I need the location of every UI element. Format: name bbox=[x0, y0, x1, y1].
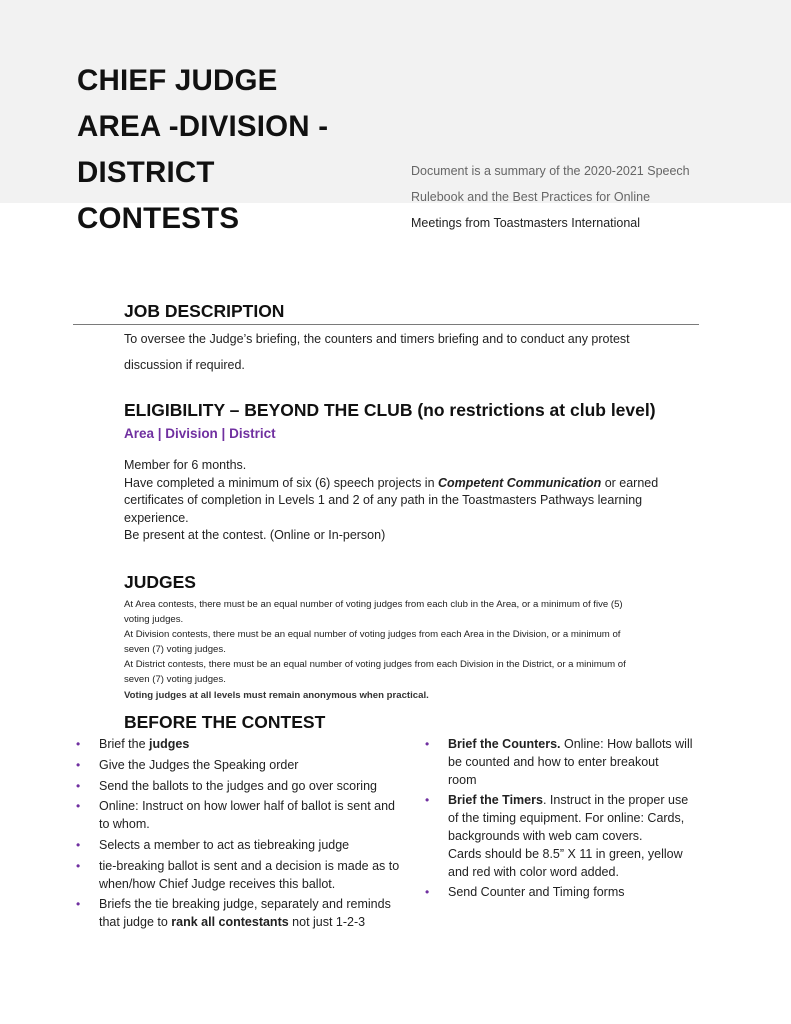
job-description-text bbox=[124, 326, 630, 378]
list-item: • Selects a member to act as tiebreaking judge bbox=[76, 837, 406, 855]
eligibility-heading: ELIGIBILITY – BEYOND THE CLUB (no restrictions at club level) bbox=[124, 400, 656, 420]
summary-note bbox=[411, 158, 690, 236]
job-line: discussion if required. bbox=[124, 358, 245, 372]
list-item: • tie-breaking ballot is sent and a decision is made as to when/how Chief Judge receives this ballot. bbox=[76, 858, 400, 891]
judges-line: seven (7) voting judges. bbox=[124, 674, 226, 686]
judges-line: voting judges. bbox=[124, 614, 184, 626]
before-contest-left-list bbox=[76, 736, 406, 935]
list-item: • Brief the judges bbox=[76, 736, 406, 754]
bullet-icon: • bbox=[425, 793, 430, 808]
summary-line: Rulebook and the Best Practices for Online bbox=[411, 190, 651, 204]
eligibility-line: certificates of completion in Levels 1 and 2 of any path in the Toastmasters Pathways learning bbox=[124, 493, 643, 507]
eligibility-subheading: Area | Division | District bbox=[124, 426, 276, 441]
list-item: • Send the ballots to the judges and go over scoring bbox=[76, 778, 406, 796]
judges-line: At Area contests, there must be an equal number of voting judges from each club in the Area, or a minimum of five (5) bbox=[124, 599, 623, 610]
job-line: To oversee the Judge’s briefing, the counters and timers briefing and to conduct any protest bbox=[124, 332, 630, 346]
summary-line: Document is a summary of the 2020-2021 Speech bbox=[411, 164, 690, 178]
judges-line: At District contests, there must be an equal number of voting judges from each Division in the District, or a minimum of bbox=[124, 659, 626, 671]
list-item: • Send Counter and Timing forms bbox=[425, 884, 715, 902]
list-item: • Online: Instruct on how lower half of ballot is sent and to whom. bbox=[76, 799, 395, 832]
eligibility-line: Member for 6 months. bbox=[124, 458, 247, 472]
job-description-heading: JOB DESCRIPTION bbox=[124, 301, 285, 321]
list-item: • Brief the Timers. Instruct in the proper use of the timing equipment. For online: Cards, backgrounds with web cam covers. Cards should be 8.5” X 11 in green, yellow and red with color word added. bbox=[425, 793, 689, 879]
judges-line: Voting judges at all levels must remain anonymous when practical. bbox=[124, 689, 429, 701]
heading-divider bbox=[73, 324, 699, 325]
judges-line: At Division contests, there must be an equal number of voting judges from each Area in the Division, or a minimum of bbox=[124, 629, 621, 641]
title-line: AREA -DIVISION - bbox=[77, 110, 329, 143]
list-item: • Give the Judges the Speaking order bbox=[76, 757, 406, 775]
eligibility-text bbox=[124, 457, 658, 545]
title-line: CONTESTS bbox=[77, 202, 240, 235]
summary-line: Meetings from Toastmasters International bbox=[411, 216, 641, 230]
judges-line: seven (7) voting judges. bbox=[124, 644, 226, 656]
bullet-icon: • bbox=[76, 757, 81, 772]
bullet-icon: • bbox=[76, 799, 81, 814]
judges-text bbox=[124, 597, 626, 703]
bullet-icon: • bbox=[76, 858, 81, 873]
bullet-icon: • bbox=[425, 885, 430, 900]
judges-heading: JUDGES bbox=[124, 572, 196, 592]
bullet-icon: • bbox=[76, 897, 81, 912]
eligibility-line: Have completed a minimum of six (6) speech projects in Competent Communication or earned bbox=[124, 475, 659, 490]
list-item: • Briefs the tie breaking judge, separately and reminds that judge to rank all contestants not just 1-2-3 bbox=[76, 897, 391, 930]
eligibility-line: experience. bbox=[124, 510, 189, 525]
bullet-icon: • bbox=[76, 837, 81, 852]
bullet-icon: • bbox=[76, 778, 81, 793]
before-contest-heading: BEFORE THE CONTEST bbox=[124, 712, 326, 732]
eligibility-line: Be present at the contest. (Online or In-person) bbox=[124, 528, 386, 542]
title-line: CHIEF JUDGE bbox=[77, 64, 278, 97]
list-item: • Brief the Counters. Online: How ballots will be counted and how to enter breakout room bbox=[425, 737, 693, 787]
title-line: DISTRICT bbox=[77, 156, 215, 189]
bullet-icon: • bbox=[76, 737, 81, 751]
bullet-icon: • bbox=[425, 737, 430, 751]
before-contest-right-list bbox=[425, 736, 715, 905]
page-title bbox=[77, 58, 328, 242]
